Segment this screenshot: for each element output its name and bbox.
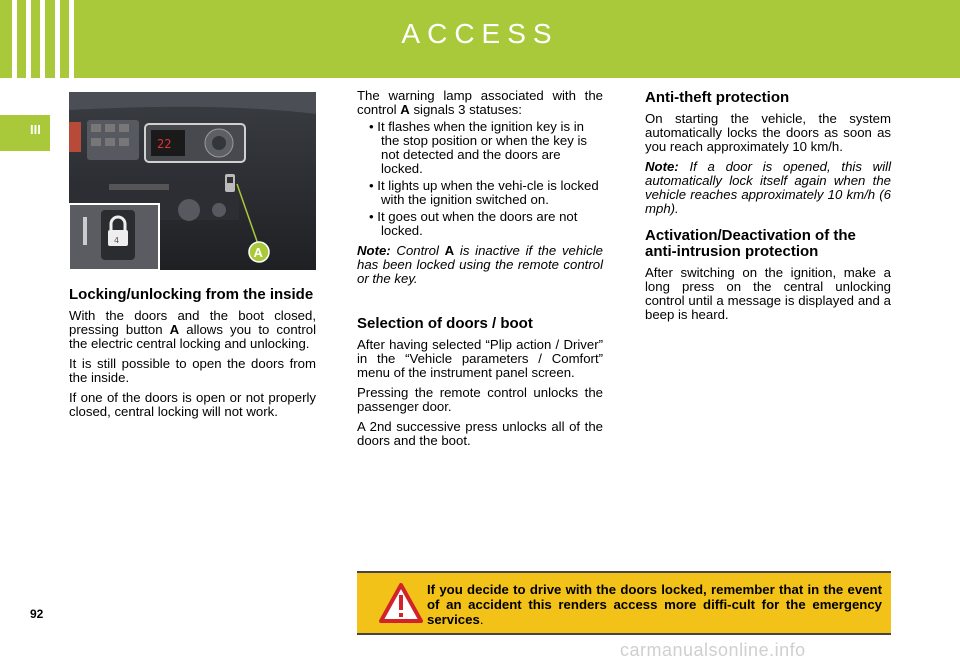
column-anti-theft — [645, 90, 891, 328]
warning-box — [357, 571, 891, 635]
paragraph-selection-1: After having selected “Plip action / Driver” in the “Vehicle parameters / Comfort” menu of the instrument panel screen. — [357, 337, 603, 380]
control-ref: A — [169, 322, 180, 337]
list-item-text: It lights up when the vehi-cle is locked with the ignition switched on. — [377, 178, 599, 207]
callout-a-label: A — [253, 245, 263, 260]
text: . — [479, 612, 484, 627]
dashboard-photo — [69, 92, 316, 270]
svg-text:4: 4 — [114, 236, 120, 245]
column-locking — [69, 287, 316, 425]
control-ref: A — [444, 243, 455, 258]
paragraph-selection-2: Pressing the remote control unlocks the passenger door. — [357, 385, 603, 414]
control-ref: A — [400, 102, 410, 117]
text: Control — [390, 243, 445, 258]
note-label: Note: — [645, 159, 679, 174]
paragraph-selection-3: A 2nd successive press unlocks all of the doors and the boot. — [357, 419, 603, 448]
watermark: carmanualsonline.info — [620, 640, 806, 660]
warning-text — [427, 582, 882, 627]
text: signals 3 statuses: — [409, 102, 522, 117]
column-warning-lamp — [357, 89, 603, 454]
heading-anti-intrusion: Activation/Deactivation of the anti-intrusion protection — [645, 227, 856, 260]
chapter-header — [0, 0, 960, 78]
paragraph-lamp-intro — [357, 89, 603, 117]
paragraph-anti-intrusion: After switching on the ignition, make a long press on the central unlocking control until a message is displayed and a beep is heard. — [645, 265, 891, 322]
list-item-text: It flashes when the ignition key is in the stop position or when the key is not detected and the doors are locked. — [377, 119, 587, 176]
warning-triangle-icon — [379, 583, 423, 623]
heading-locking: Locking/unlocking from the inside — [69, 286, 314, 303]
text: The warning lamp associated with the control — [357, 88, 603, 117]
lamp-status-list — [357, 120, 603, 238]
list-item-text: It goes out when the doors are not locked. — [377, 209, 578, 238]
dashboard-illustration — [69, 92, 316, 270]
list-item: • It flashes when the ignition key is in the stop position or when the key is not detected and the doors are locked. — [369, 119, 587, 176]
text: If a door is opened, this will automatically lock itself again when the vehicle reaches approximately 10 km/h (6 mph). — [645, 159, 891, 216]
paragraph-locking-2: It is still possible to open the doors from the inside. — [69, 356, 316, 385]
paragraph-locking-1 — [69, 309, 316, 351]
paragraph-anti-theft: On starting the vehicle, the system automatically locks the doors as soon as you reach approximately 10 km/h. — [645, 111, 891, 154]
text: is inactive if the vehicle has been locked using the remote control or the key. — [357, 243, 603, 286]
svg-text:22: 22 — [157, 137, 172, 151]
list-item: • It lights up when the vehi-cle is locked with the ignition switched on. — [369, 178, 599, 207]
text: With the doors and the boot closed, pressing button — [69, 308, 316, 337]
paragraph-locking-3: If one of the doors is open or not properly closed, central locking will not work. — [69, 390, 316, 419]
list-item: • It goes out when the doors are not locked. — [369, 209, 578, 238]
page-title: ACCESS — [401, 18, 559, 49]
chapter-tab: III — [0, 115, 50, 151]
note-relock — [645, 160, 891, 216]
heading-anti-theft: Anti-theft protection — [645, 89, 790, 106]
text: If you decide to drive with the doors locked, remember that in the event of an accident this renders access more diffi-cult for the emergency services — [427, 582, 882, 627]
note-label: Note: — [357, 243, 391, 258]
note-control-inactive — [357, 244, 603, 286]
page-number: 92 — [30, 607, 44, 621]
text: allows you to control the electric central locking and unlocking. — [69, 322, 316, 351]
heading-selection: Selection of doors / boot — [357, 315, 533, 332]
